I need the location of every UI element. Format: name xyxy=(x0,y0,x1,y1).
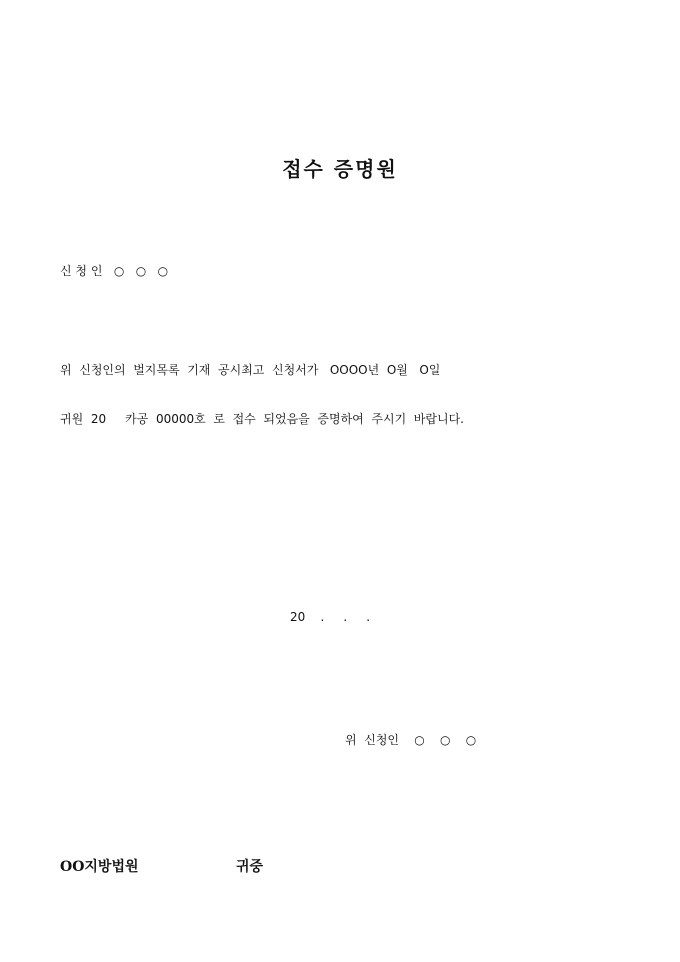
signer-line: 위 신청인 ○ ○ ○ xyxy=(345,733,477,747)
statement-line-2: 귀원 20 카공 00000호 로 접수 되었음을 증명하여 주시기 바랍니다. xyxy=(60,412,464,426)
honorific: 귀중 xyxy=(236,859,264,875)
document-title: 접수 증명원 xyxy=(282,157,398,181)
statement-line-1: 위 신청인의 벌지목록 기재 공시최고 신청서가 OOOO년 O월 O일 xyxy=(60,363,441,377)
date-line: 20 . . . xyxy=(290,610,371,624)
court-name: OO지방법원 xyxy=(60,859,139,875)
applicant-line: 신 청 인 ○ ○ ○ xyxy=(60,264,169,278)
